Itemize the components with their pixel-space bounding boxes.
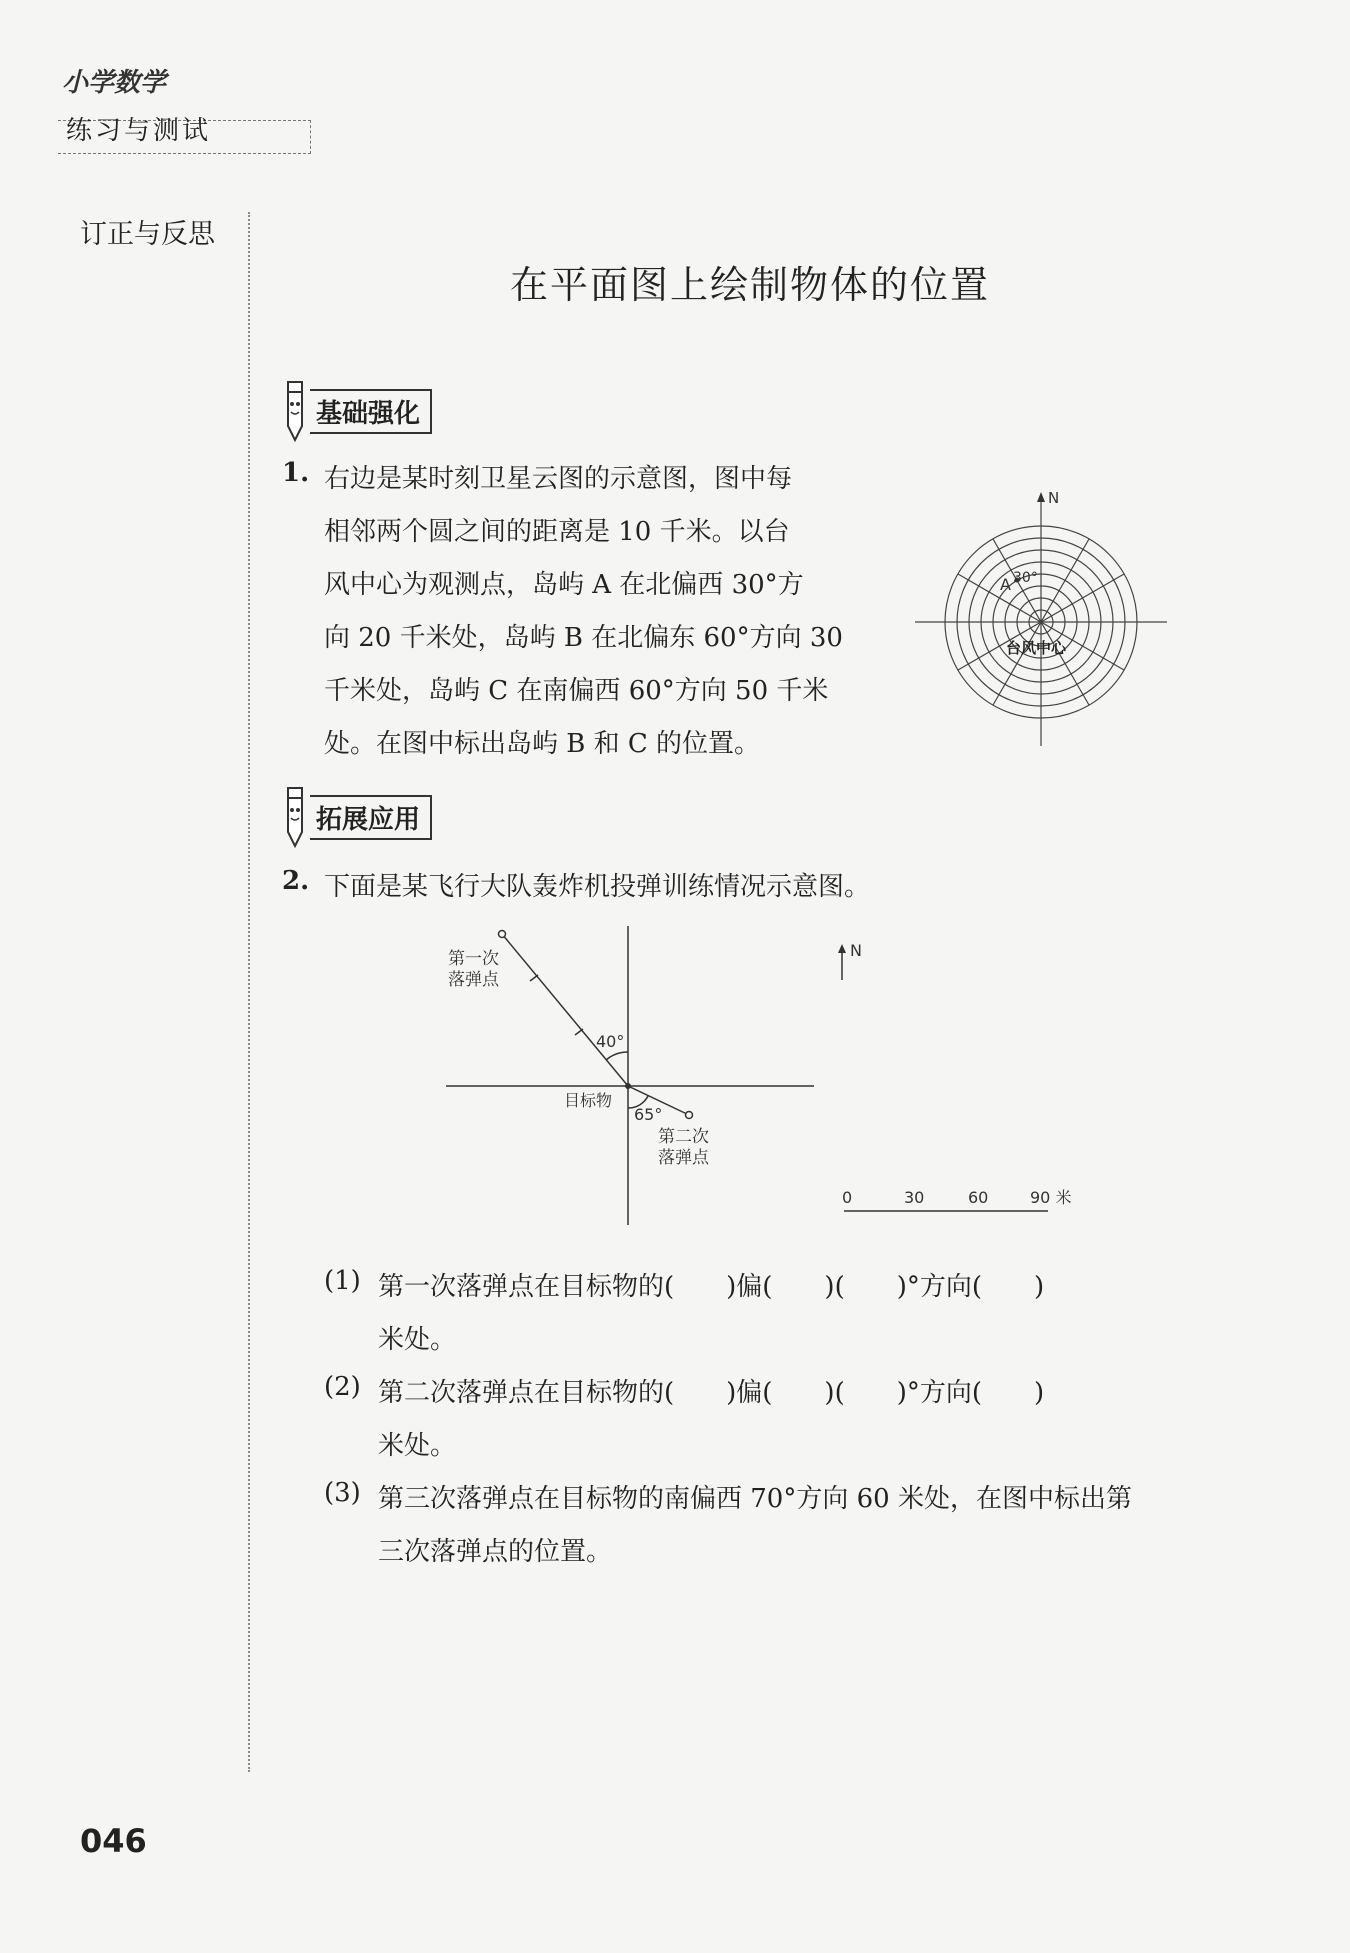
second-point-label: 第二次 — [658, 1127, 709, 1147]
north-arrow-icon — [838, 944, 846, 953]
angle-label: 30° — [1013, 570, 1038, 586]
subquestion-number: (2) — [324, 1372, 361, 1402]
question-number: 1. — [282, 458, 310, 488]
subquestion-text: 第三次落弹点在目标物的南偏西 70°方向 60 米处，在图中标出第 — [378, 1484, 1132, 1514]
subquestion-number: (1) — [324, 1266, 361, 1296]
question-line: 下面是某飞行大队轰炸机投弹训练情况示意图。 — [324, 872, 871, 902]
question-line: 向 20 千米处，岛屿 B 在北偏东 60°方向 30 — [324, 623, 843, 653]
section-label: 拓展应用 — [310, 795, 432, 840]
target-point — [625, 1083, 631, 1089]
section-extend — [282, 784, 432, 850]
page-number: 046 — [80, 1822, 147, 1860]
subquestion-text: 第一次落弹点在目标物的( )偏( )( )°方向( ) — [378, 1272, 1045, 1302]
angle-label: 40° — [596, 1032, 625, 1051]
pencil-icon — [282, 784, 308, 850]
bombing-diagram — [440, 920, 1100, 1230]
north-label: N — [850, 941, 862, 960]
page-title: 在平面图上绘制物体的位置 — [509, 263, 990, 307]
second-drop-point — [686, 1112, 693, 1119]
subquestion-text: 米处。 — [378, 1431, 457, 1461]
scale-label: 90 米 — [1030, 1188, 1072, 1207]
first-drop-point — [499, 931, 506, 938]
north-arrow-icon — [1037, 492, 1045, 502]
scale-label: 60 — [968, 1188, 989, 1207]
point-a-label: A — [1000, 575, 1011, 594]
target-label: 目标物 — [564, 1091, 613, 1110]
north-label: N — [1048, 489, 1060, 507]
section-label: 基础强化 — [310, 389, 432, 434]
scale-label: 30 — [904, 1188, 925, 1207]
margin-divider — [248, 212, 250, 1772]
subquestion-text: 第二次落弹点在目标物的( )偏( )( )°方向( ) — [378, 1378, 1045, 1408]
subquestion-text: 米处。 — [378, 1325, 457, 1355]
typhoon-diagram — [910, 486, 1170, 750]
question-line: 相邻两个圆之间的距离是 10 千米。以台 — [324, 517, 790, 547]
first-point-label: 落弹点 — [448, 970, 499, 990]
center-label: 台风中心 — [1006, 639, 1067, 657]
question-line: 千米处，岛屿 C 在南偏西 60°方向 50 千米 — [324, 676, 829, 706]
book-title: 练习与测试 — [66, 116, 212, 146]
first-point-label: 第一次 — [448, 949, 499, 969]
second-point-label: 落弹点 — [658, 1148, 709, 1168]
angle-label: 65° — [634, 1105, 663, 1124]
series-title: 小学数学 — [62, 68, 167, 98]
question-line: 处。在图中标出岛屿 B 和 C 的位置。 — [324, 729, 761, 759]
subquestion-number: (3) — [324, 1478, 361, 1508]
pencil-icon — [282, 378, 308, 444]
question-line: 风中心为观测点，岛屿 A 在北偏西 30°方 — [324, 570, 804, 600]
subquestion-text: 三次落弹点的位置。 — [378, 1537, 613, 1567]
question-number: 2. — [282, 866, 310, 896]
question-line: 右边是某时刻卫星云图的示意图，图中每 — [324, 464, 793, 494]
scale-label: 0 — [842, 1188, 853, 1207]
section-basic — [282, 378, 432, 444]
margin-label: 订正与反思 — [80, 219, 215, 250]
